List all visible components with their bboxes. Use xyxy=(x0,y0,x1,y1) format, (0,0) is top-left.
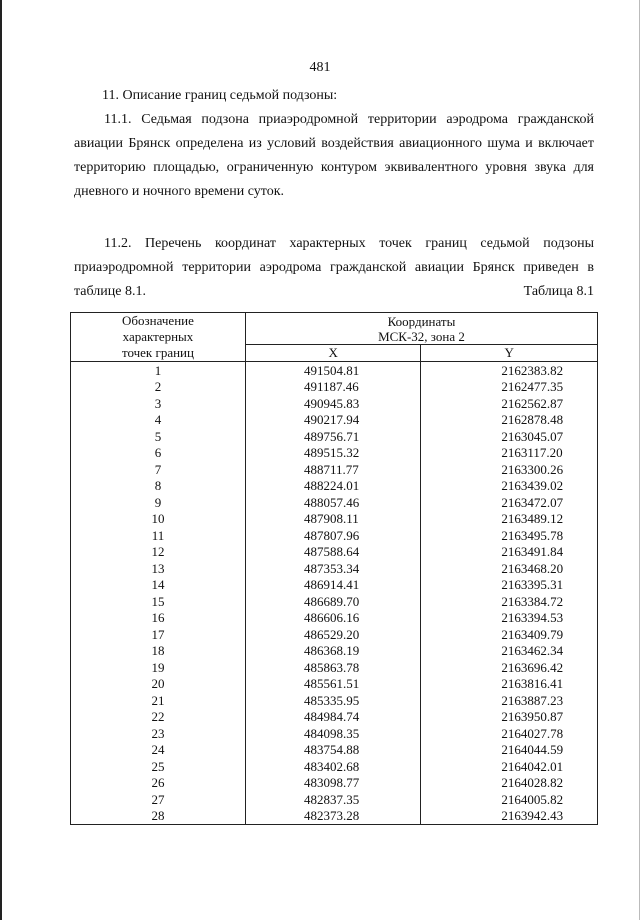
point-number-cell: 1 xyxy=(71,362,246,379)
x-coordinate-cell: 486529.20 xyxy=(245,626,420,643)
header-point-name-line2: характерных xyxy=(122,329,194,344)
x-coordinate-cell: 491187.46 xyxy=(245,379,420,396)
table-row xyxy=(71,775,598,792)
point-number-cell: 16 xyxy=(71,610,246,627)
point-number-cell: 10 xyxy=(71,511,246,528)
x-coordinate-cell: 490945.83 xyxy=(245,395,420,412)
point-number-cell: 28 xyxy=(71,808,246,825)
x-coordinate-cell: 487588.64 xyxy=(245,544,420,561)
header-coordinates xyxy=(245,313,597,345)
y-coordinate-cell: 2163950.87 xyxy=(421,709,598,726)
table-row xyxy=(71,758,598,775)
x-coordinate-cell: 488711.77 xyxy=(245,461,420,478)
y-coordinate-cell: 2163495.78 xyxy=(421,527,598,544)
point-number-cell: 9 xyxy=(71,494,246,511)
x-coordinate-cell: 486368.19 xyxy=(245,643,420,660)
point-number-cell: 2 xyxy=(71,379,246,396)
table-row xyxy=(71,544,598,561)
y-coordinate-cell: 2162383.82 xyxy=(421,362,598,379)
paragraph-11-2: 11.2. Перечень координат характерных точек границ седьмой подзоны приаэродромной территории аэродрома гражданской авиации Брянск приведен в таблице 8.1. xyxy=(74,236,594,299)
point-number-cell: 27 xyxy=(71,791,246,808)
header-point-name-line1: Обозначение xyxy=(122,313,194,328)
point-number-cell: 18 xyxy=(71,643,246,660)
y-coordinate-cell: 2162878.48 xyxy=(421,412,598,429)
y-coordinate-cell: 2163468.20 xyxy=(421,560,598,577)
y-coordinate-cell: 2163491.84 xyxy=(421,544,598,561)
table-row xyxy=(71,610,598,627)
header-coordinates-line1: Координаты xyxy=(387,313,456,329)
y-coordinate-cell: 2163462.34 xyxy=(421,643,598,660)
point-number-cell: 14 xyxy=(71,577,246,594)
x-coordinate-cell: 484984.74 xyxy=(245,709,420,726)
point-number-cell: 8 xyxy=(71,478,246,495)
table-row xyxy=(71,379,598,396)
header-y: Y xyxy=(421,345,598,362)
x-coordinate-cell: 489756.71 xyxy=(245,428,420,445)
table-row xyxy=(71,626,598,643)
x-coordinate-cell: 482373.28 xyxy=(245,808,420,825)
table-row xyxy=(71,362,598,379)
table-row xyxy=(71,676,598,693)
coordinates-table xyxy=(70,312,598,825)
point-number-cell: 6 xyxy=(71,445,246,462)
x-coordinate-cell: 486606.16 xyxy=(245,610,420,627)
table-row xyxy=(71,511,598,528)
table-row xyxy=(71,478,598,495)
x-coordinate-cell: 487807.96 xyxy=(245,527,420,544)
x-coordinate-cell: 485561.51 xyxy=(245,676,420,693)
y-coordinate-cell: 2163117.20 xyxy=(421,445,598,462)
y-coordinate-cell: 2163394.53 xyxy=(421,610,598,627)
point-number-cell: 20 xyxy=(71,676,246,693)
y-coordinate-cell: 2164027.78 xyxy=(421,725,598,742)
y-coordinate-cell: 2163384.72 xyxy=(421,593,598,610)
point-number-cell: 17 xyxy=(71,626,246,643)
table-body xyxy=(71,362,598,825)
y-coordinate-cell: 2163045.07 xyxy=(421,428,598,445)
x-coordinate-cell: 489515.32 xyxy=(245,445,420,462)
y-coordinate-cell: 2163439.02 xyxy=(421,478,598,495)
y-coordinate-cell: 2163409.79 xyxy=(421,626,598,643)
table-row xyxy=(71,445,598,462)
table-row xyxy=(71,494,598,511)
paragraph-11-1: 11.1. Седьмая подзона приаэродромной территории аэродрома гражданской авиации Брянск определена из условий воздействия авиационного шума и включает территорию площадью, ограниченную контуром эквивалентного уровня звука для дневного и ночного времени суток. xyxy=(74,112,594,199)
x-coordinate-cell: 486689.70 xyxy=(245,593,420,610)
point-number-cell: 3 xyxy=(71,395,246,412)
table-row xyxy=(71,659,598,676)
table-row xyxy=(71,395,598,412)
header-point-name xyxy=(71,313,246,362)
x-coordinate-cell: 490217.94 xyxy=(245,412,420,429)
table-row xyxy=(71,412,598,429)
y-coordinate-cell: 2163472.07 xyxy=(421,494,598,511)
y-coordinate-cell: 2163816.41 xyxy=(421,676,598,693)
table-row xyxy=(71,461,598,478)
point-number-cell: 5 xyxy=(71,428,246,445)
x-coordinate-cell: 488224.01 xyxy=(245,478,420,495)
point-number-cell: 12 xyxy=(71,544,246,561)
y-coordinate-cell: 2164028.82 xyxy=(421,775,598,792)
header-x: X xyxy=(245,345,420,362)
table-row xyxy=(71,791,598,808)
x-coordinate-cell: 491504.81 xyxy=(245,362,420,379)
x-coordinate-cell: 485863.78 xyxy=(245,659,420,676)
point-number-cell: 11 xyxy=(71,527,246,544)
point-number-cell: 13 xyxy=(71,560,246,577)
header-point-name-line3: точек границ xyxy=(121,345,194,360)
y-coordinate-cell: 2164042.01 xyxy=(421,758,598,775)
y-coordinate-cell: 2164044.59 xyxy=(421,742,598,759)
x-coordinate-cell: 483754.88 xyxy=(245,742,420,759)
y-coordinate-cell: 2162562.87 xyxy=(421,395,598,412)
section-heading: 11. Описание границ седьмой подзоны: xyxy=(102,88,338,103)
table-row xyxy=(71,527,598,544)
point-number-cell: 4 xyxy=(71,412,246,429)
x-coordinate-cell: 487908.11 xyxy=(245,511,420,528)
table-row xyxy=(71,643,598,660)
point-number-cell: 15 xyxy=(71,593,246,610)
y-coordinate-cell: 2163395.31 xyxy=(421,577,598,594)
table-row xyxy=(71,560,598,577)
page-number: 481 xyxy=(309,60,331,75)
x-coordinate-cell: 485335.95 xyxy=(245,692,420,709)
y-coordinate-cell: 2163887.23 xyxy=(421,692,598,709)
y-coordinate-cell: 2162477.35 xyxy=(421,379,598,396)
x-coordinate-cell: 483098.77 xyxy=(245,775,420,792)
y-coordinate-cell: 2164005.82 xyxy=(421,791,598,808)
point-number-cell: 25 xyxy=(71,758,246,775)
point-number-cell: 26 xyxy=(71,775,246,792)
table-row xyxy=(71,742,598,759)
table-row xyxy=(71,725,598,742)
x-coordinate-cell: 483402.68 xyxy=(245,758,420,775)
y-coordinate-cell: 2163942.43 xyxy=(421,808,598,825)
table-row xyxy=(71,808,598,825)
table-row xyxy=(71,428,598,445)
x-coordinate-cell: 488057.46 xyxy=(245,494,420,511)
table-row xyxy=(71,577,598,594)
x-coordinate-cell: 484098.35 xyxy=(245,725,420,742)
point-number-cell: 19 xyxy=(71,659,246,676)
y-coordinate-cell: 2163300.26 xyxy=(421,461,598,478)
point-number-cell: 24 xyxy=(71,742,246,759)
point-number-cell: 21 xyxy=(71,692,246,709)
header-coordinates-line2: МСК-32, зона 2 xyxy=(378,328,465,344)
y-coordinate-cell: 2163489.12 xyxy=(421,511,598,528)
x-coordinate-cell: 482837.35 xyxy=(245,791,420,808)
table-row xyxy=(71,593,598,610)
table-caption: Таблица 8.1 xyxy=(523,284,594,299)
point-number-cell: 22 xyxy=(71,709,246,726)
point-number-cell: 7 xyxy=(71,461,246,478)
point-number-cell: 23 xyxy=(71,725,246,742)
x-coordinate-cell: 486914.41 xyxy=(245,577,420,594)
table-row xyxy=(71,709,598,726)
y-coordinate-cell: 2163696.42 xyxy=(421,659,598,676)
table-row xyxy=(71,692,598,709)
x-coordinate-cell: 487353.34 xyxy=(245,560,420,577)
